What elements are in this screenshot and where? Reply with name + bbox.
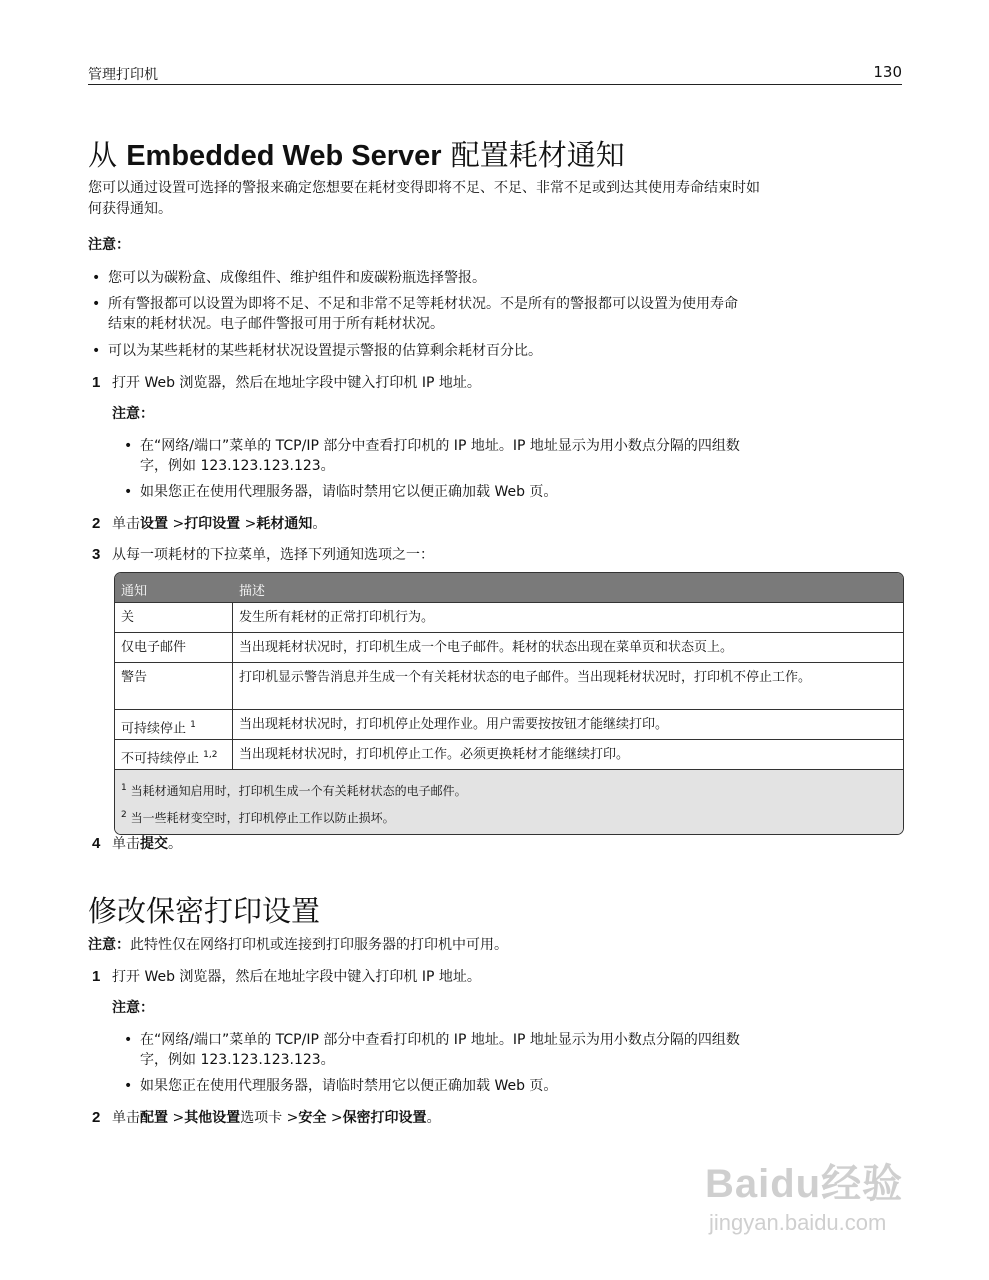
column-header-notification: 通知 (121, 584, 148, 599)
footnote: $^1$ 当耗材通知启用时，打印机生成一个有关耗材状态的电子邮件。 (121, 783, 467, 798)
bullet-icon: • (92, 270, 101, 286)
column-header-description: 描述 (239, 584, 266, 599)
bullet-icon: • (124, 1032, 133, 1048)
table-footnotes (115, 769, 903, 834)
list-item: • 所有警报都可以设置为即将不足、不足和非常不足等耗材状况。不是所有的警报都可以设置为使用寿命 结束的耗材状况。电子邮件警报可用于所有耗材状况。 (92, 296, 738, 332)
table-row: 关 发生所有耗材的正常打印机行为。 (115, 602, 903, 632)
section-title: 从 Embedded Web Server 配置耗材通知 (88, 138, 625, 172)
list-item: • 如果您正在使用代理服务器，请临时禁用它以便正确加载 Web 页。 (124, 484, 558, 500)
list-item: • 您可以为碳粉盒、成像组件、维护组件和废碳粉瓶选择警报。 (92, 270, 486, 286)
list-item: • 在“网络/端口”菜单的 TCP/IP 部分中查看打印机的 IP 地址。IP 地址显示为用小数点分隔的四组数 字，例如 123.123.123.123。 (124, 1032, 740, 1068)
page-header (88, 62, 902, 85)
table-row: 不可持续停止 $^{1,2}$ 当出现耗材状况时，打印机停止工作。必须更换耗材才能继续打印。 (115, 739, 903, 769)
table-row: 警告 打印机显示警告消息并生成一个有关耗材状态的电子邮件。当出现耗材状况时，打印机不停止工作。 (115, 662, 903, 709)
watermark-url: jingyan.baidu.com (709, 1210, 887, 1235)
footnote: $^2$ 当一些耗材变空时，打印机停止工作以防止损坏。 (121, 810, 395, 825)
bullet-icon: • (92, 296, 101, 312)
bullet-icon: • (92, 343, 101, 359)
list-item: • 如果您正在使用代理服务器，请临时禁用它以便正确加载 Web 页。 (124, 1078, 558, 1094)
step-1-note-label: 注意： (112, 1000, 154, 1016)
intro-line-1: 您可以通过设置可选择的警报来确定您想要在耗材变得即将不足、不足、非常不足或到达其使用寿命结束时如 (88, 180, 760, 196)
list-item: • 可以为某些耗材的某些耗材状况设置提示警报的估算剩余耗材百分比。 (92, 343, 542, 359)
chapter-title: 管理打印机 (88, 67, 158, 83)
baidu-watermark (705, 1152, 925, 1252)
table-header (115, 573, 903, 602)
note-label: 注意： (88, 237, 130, 253)
section-title: 修改保密打印设置 (88, 894, 321, 928)
bullet-icon: • (124, 438, 133, 454)
intro-line-2: 何获得通知。 (88, 201, 172, 217)
notification-options-table (114, 572, 904, 835)
bullet-icon: • (124, 484, 133, 500)
page-number: 130 (873, 63, 902, 81)
list-item: • 在“网络/端口”菜单的 TCP/IP 部分中查看打印机的 IP 地址。IP 地址显示为用小数点分隔的四组数 字，例如 123.123.123.123。 (124, 438, 740, 474)
baidu-logo: Baidu经验 (705, 1162, 904, 1206)
bullet-icon: • (124, 1078, 133, 1094)
section-note: 注意：此特性仅在网络打印机或连接到打印服务器的打印机中可用。 (88, 937, 508, 953)
step-1-note-label: 注意： (112, 406, 154, 422)
table-row: 仅电子邮件 当出现耗材状况时，打印机生成一个电子邮件。耗材的状态出现在菜单页和状态页上。 (115, 632, 903, 662)
table-row: 可持续停止 $^1$ 当出现耗材状况时，打印机停止处理作业。用户需要按按钮才能继续打印。 (115, 709, 903, 739)
